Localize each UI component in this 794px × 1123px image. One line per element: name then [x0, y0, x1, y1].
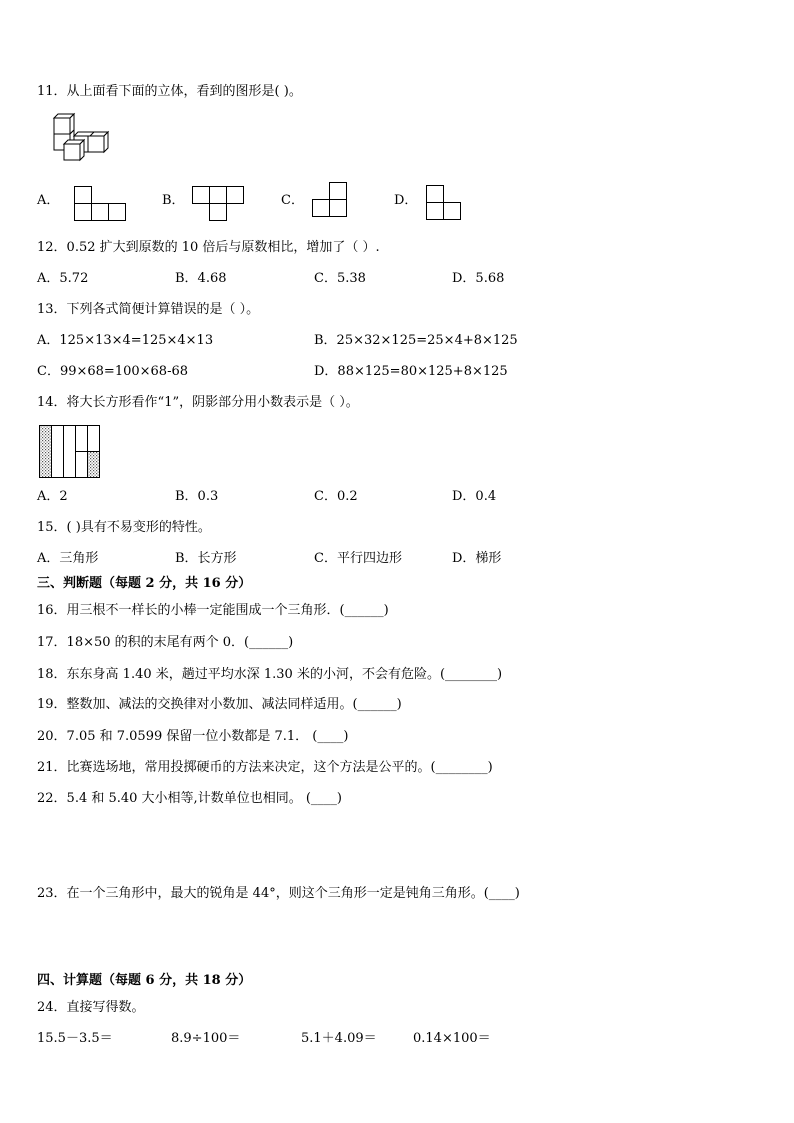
q11-option-d-label: D．	[394, 193, 418, 208]
q14-option-c: C．0.2	[314, 489, 358, 504]
q15-stem: 15．( )具有不易变形的特性。	[37, 520, 211, 535]
q14-option-b: B．0.3	[175, 489, 219, 504]
q22-item: 22．5.4 和 5.40 大小相等,计数单位也相同。 (____)	[37, 791, 342, 806]
q23-item: 23．在一个三角形中，最大的锐角是 44°，则这个三角形一定是钝角三角形。(____)	[37, 886, 520, 901]
calc-item-2: 8.9÷100＝	[171, 1031, 241, 1046]
q14-option-a: A．2	[37, 489, 68, 504]
section4-heading: 四、计算题（每题 6 分，共 18 分）	[37, 973, 252, 988]
q17-item: 17．18×50 的积的末尾有两个 0．(______)	[37, 635, 294, 650]
q24-stem: 24．直接写得数。	[37, 1000, 145, 1015]
calc-item-3: 5.1＋4.09＝	[301, 1031, 377, 1046]
q13-option-a: A．125×13×4=125×4×13	[37, 333, 214, 348]
q12-stem: 12．0.52 扩大到原数的 10 倍后与原数相比，增加了（ ）.	[37, 240, 380, 255]
calc-item-1: 15.5－3.5＝	[37, 1031, 113, 1046]
q12-option-a: A．5.72	[37, 271, 89, 286]
q13-option-c: C．99×68=100×68-68	[37, 364, 188, 379]
q15-option-b: B．长方形	[175, 551, 237, 566]
q13-stem: 13．下列各式简便计算错误的是（ ）。	[37, 302, 260, 317]
q11-option-b-label: B．	[162, 193, 185, 208]
q12-option-c: C．5.38	[314, 271, 366, 286]
q15-option-a: A．三角形	[37, 551, 99, 566]
q19-item: 19．整数加、减法的交换律对小数加、减法同样适用。(______)	[37, 697, 402, 712]
q18-item: 18．东东身高 1.40 米，趟过平均水深 1.30 米的小河，不会有危险。(________)	[37, 667, 503, 682]
q11-solid-figure	[50, 114, 112, 162]
q20-item: 20．7.05 和 7.0599 保留一位小数都是 7.1． (____)	[37, 729, 349, 744]
q16-item: 16．用三根不一样长的小棒一定能围成一个三角形．(______)	[37, 603, 389, 618]
q11-option-a-figure	[74, 186, 128, 222]
q15-option-c: C．平行四边形	[314, 551, 402, 566]
q13-option-d: D．88×125=80×125+8×125	[314, 364, 508, 379]
q11-option-b-figure	[192, 186, 246, 222]
q11-option-c-figure	[312, 182, 350, 218]
q14-rectangle-figure	[39, 425, 101, 479]
q14-option-d: D．0.4	[452, 489, 497, 504]
q11-option-a-label: A．	[37, 193, 60, 208]
q14-stem: 14．将大长方形看作“1”，阴影部分用小数表示是（ ）。	[37, 395, 359, 410]
q11-option-c-label: C．	[281, 193, 304, 208]
q11-stem: 11．从上面看下面的立体，看到的图形是( )。	[37, 84, 302, 99]
q21-item: 21．比赛选场地，常用投掷硬币的方法来决定，这个方法是公平的。(________)	[37, 760, 493, 775]
q13-option-b: B．25×32×125=25×4+8×125	[314, 333, 518, 348]
calc-item-4: 0.14×100＝	[413, 1031, 491, 1046]
q12-option-b: B．4.68	[175, 271, 227, 286]
q15-option-d: D．梯形	[452, 551, 502, 566]
q12-option-d: D．5.68	[452, 271, 505, 286]
section3-heading: 三、判断题（每题 2 分，共 16 分）	[37, 576, 252, 591]
q11-option-d-figure	[426, 185, 464, 221]
